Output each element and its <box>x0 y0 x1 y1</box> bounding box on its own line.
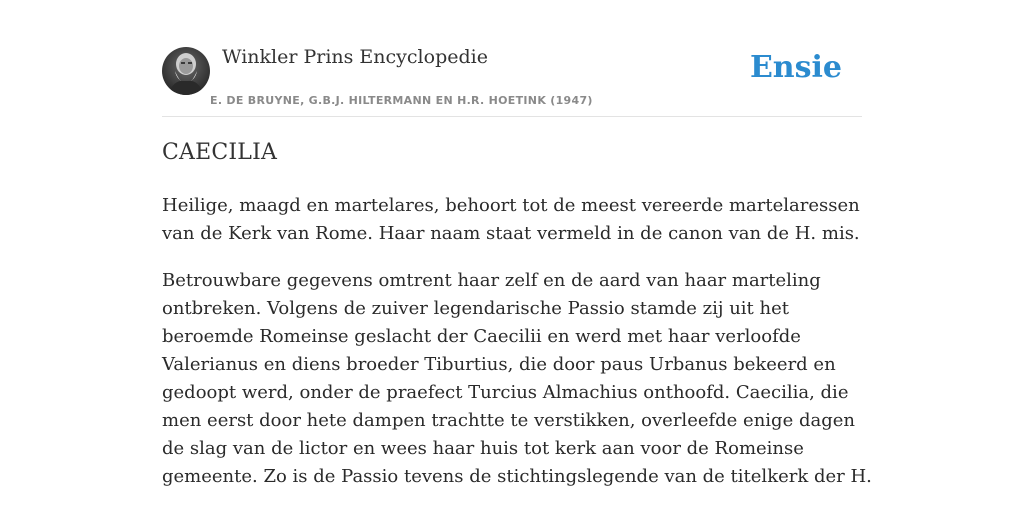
ensie-logo[interactable]: Ensie <box>749 50 842 85</box>
article-title: CAECILIA <box>162 140 278 165</box>
article-paragraph: Heilige, maagd en martelares, behoort tot de meest vereerde martelaressen van de Kerk van Rome. Haar naam staat vermeld in de canon van de H. mis. <box>162 195 860 244</box>
article-body <box>162 192 872 510</box>
author-byline: E. DE BRUYNE, G.B.J. HILTERMANN EN H.R. HOETINK (1947) <box>210 94 593 107</box>
article-paragraph: Betrouwbare gegevens omtrent haar zelf en de aard van haar marteling ontbreken. Volgens de zuiver legendarische Passio stamde zij uit het beroemde Romeinse geslacht der Caecilii en werd met haar verloofde Valerianus en diens broeder Tiburtius, die door paus Urbanus bekeerd en gedoopt werd, onder de praefect Turcius Almachius onthoofd. Caecilia, die men eerst door hete dampen trachtte te verstikken, overleefde enige dagen de slag van de lictor en wees haar huis tot kerk aan voor de Romeinse gemeente. Zo is de Passio tevens de stichtingslegende van de titelkerk der H. <box>162 270 872 487</box>
header <box>162 44 862 117</box>
author-portrait-icon[interactable] <box>162 47 210 95</box>
site-name[interactable]: Winkler Prins Encyclopedie <box>222 46 488 68</box>
